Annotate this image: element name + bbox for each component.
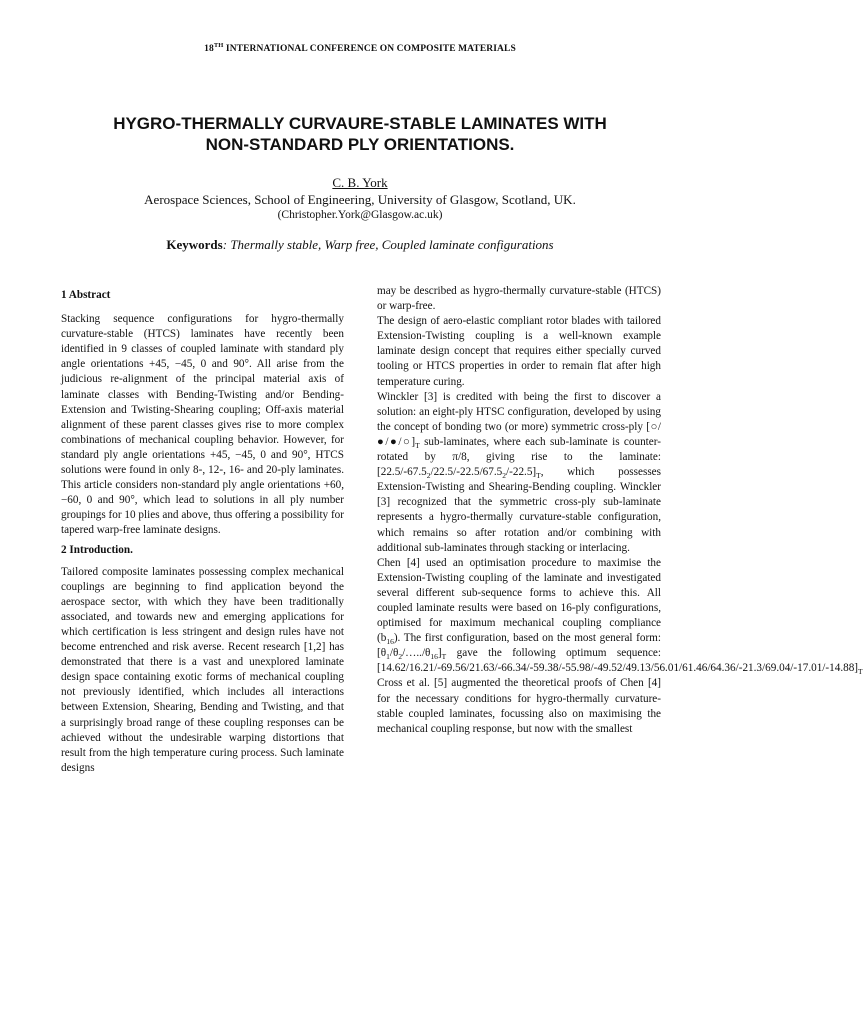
keywords-line: Keywords: Thermally stable, Warp free, Coupled laminate configurations [166,237,554,252]
keywords-label: Keywords [166,237,223,252]
introduction-paragraph: Tailored composite laminates possessing complex mechanical couplings are beginning to find application beyond the aerospace sector, with which they have been traditionally associated, and towards new and emerging applications for which certification is less stringent and design rules have not become entrenched and risk averse. Recent research [1,2] has demonstrated that there is a vast and unexplored laminate design space containing exotic forms of mechanical coupling not previously identified, which includes all interactions between Extension, Shearing, Bending and Twisting, and that a surprisingly broad range of these coupling responses can be achieved without the undesirable warping distortions that result from the high temperature curing process. Such laminate designs [61,565,344,774]
title-line-2: NON-STANDARD PLY ORIENTATIONS. [205,135,515,154]
author-name: C. B. York [332,175,388,190]
conference-header: 18TH INTERNATIONAL CONFERENCE ON COMPOSITE MATERIALS [204,42,516,54]
abstract-paragraph: Stacking sequence configurations for hygro-thermally curvature-stable (HTCS) laminates have recently been identified in 9 classes of coupled laminate with standard ply angle orientations +45, −45, 0 and 90°. All arise from the judicious re-alignment of the principal material axis of laminate classes with Bending-Twisting and/or Bending-Extension and Twisting-Shearing coupling; Off-axis material alignment of these parent classes gives rise to more complex combinations of mechanical coupling behavior. However, for standard ply angle orientations +45, −45, 0 and 90°, HTCS solutions were found in only 8-, 12-, 16- and 20-ply laminates. This article considers non-standard ply angle orientations +60, −60, 0 and 90°, which lead to solutions in all ply number groupings for 10 plies and above, thus offering a possibility for tapered warp-free laminate designs. [61,313,344,537]
right-paragraph-2: The design of aero-elastic compliant rotor blades with tailored Extension-Twisting coupling is a well-known example laminate design concept that requires either specially curved tooling or HTCS properties in order to remain flat after high temperature curing. [377,315,661,388]
right-column [377,284,863,737]
author-email: (Christopher.York@Glasgow.ac.uk) [277,209,443,221]
right-paragraph-5: Cross et al. [5] augmented the theoretical proofs of Chen [4] for the necessary conditions for hygro-thermally curvature-stable coupled laminates, focussing also on maximising the mechanical coupling response, but now with the smallest [377,677,661,735]
abstract-heading: 1 Abstract [61,289,111,301]
keywords-text: Thermally stable, Warp free, Coupled laminate configurations [227,237,554,252]
conference-ordinal-suffix: TH [213,42,224,49]
ply-symbols: ○/●/●/○ [377,420,661,448]
introduction-heading: 2 Introduction. [61,543,133,556]
left-column [61,284,344,776]
right-paragraph-1: may be described as hygro-thermally curvature-stable (HTCS) or warp-free. [377,285,661,313]
right-paragraph-3: Winckler [3] is credited with being the first to discover a solution: an eight-ply HTSC configuration, developed by using the concept of bonding two (or more) symmetric cross-ply $[○/●/●/○]_T$ sub-laminates, where each sub-laminate is counter-rotated by π/8, giving rise to the laminate: $[22.5/-67.5_2/22.5/-22.5/67.5_2/-22.5]_T$, which possesses Extension-Twisting and Shearing-Bending coupling. Winckler [3] recognized that the symmetric cross-ply sub-laminate represents a hygro-thermally curvature-stable configuration, which remains so after rotation and/or combining with additional sub-laminates through stacking or interlacing. [377,390,661,554]
author-affiliation: Aerospace Sciences, School of Engineering, University of Glasgow, Scotland, UK. [144,192,576,207]
paper-title [40,113,680,155]
title-line-1: HYGRO-THERMALLY CURVAURE-STABLE LAMINATES WITH [113,114,607,133]
right-paragraph-4: Chen [4] used an optimisation procedure to maximise the Extension-Twisting coupling of the laminate and investigated several different sub-sequence forms to achieve this. All coupled laminate results were based on 16-ply configurations, optimised for maximum mechanical coupling compliance $(b_{16})$. The first configuration, based on the most general form: $[\theta_1/\theta_2/\dots../\theta_{16}]_T$ gave the following optimum sequence: $[14.62/16.21/-69.56/21.63/-66.34/-59.38/-55.98/-49.52/49.13/56.01/61.46/64.36/-21.3/69.04/-17.01/-14.88]_T$ [377,556,863,677]
